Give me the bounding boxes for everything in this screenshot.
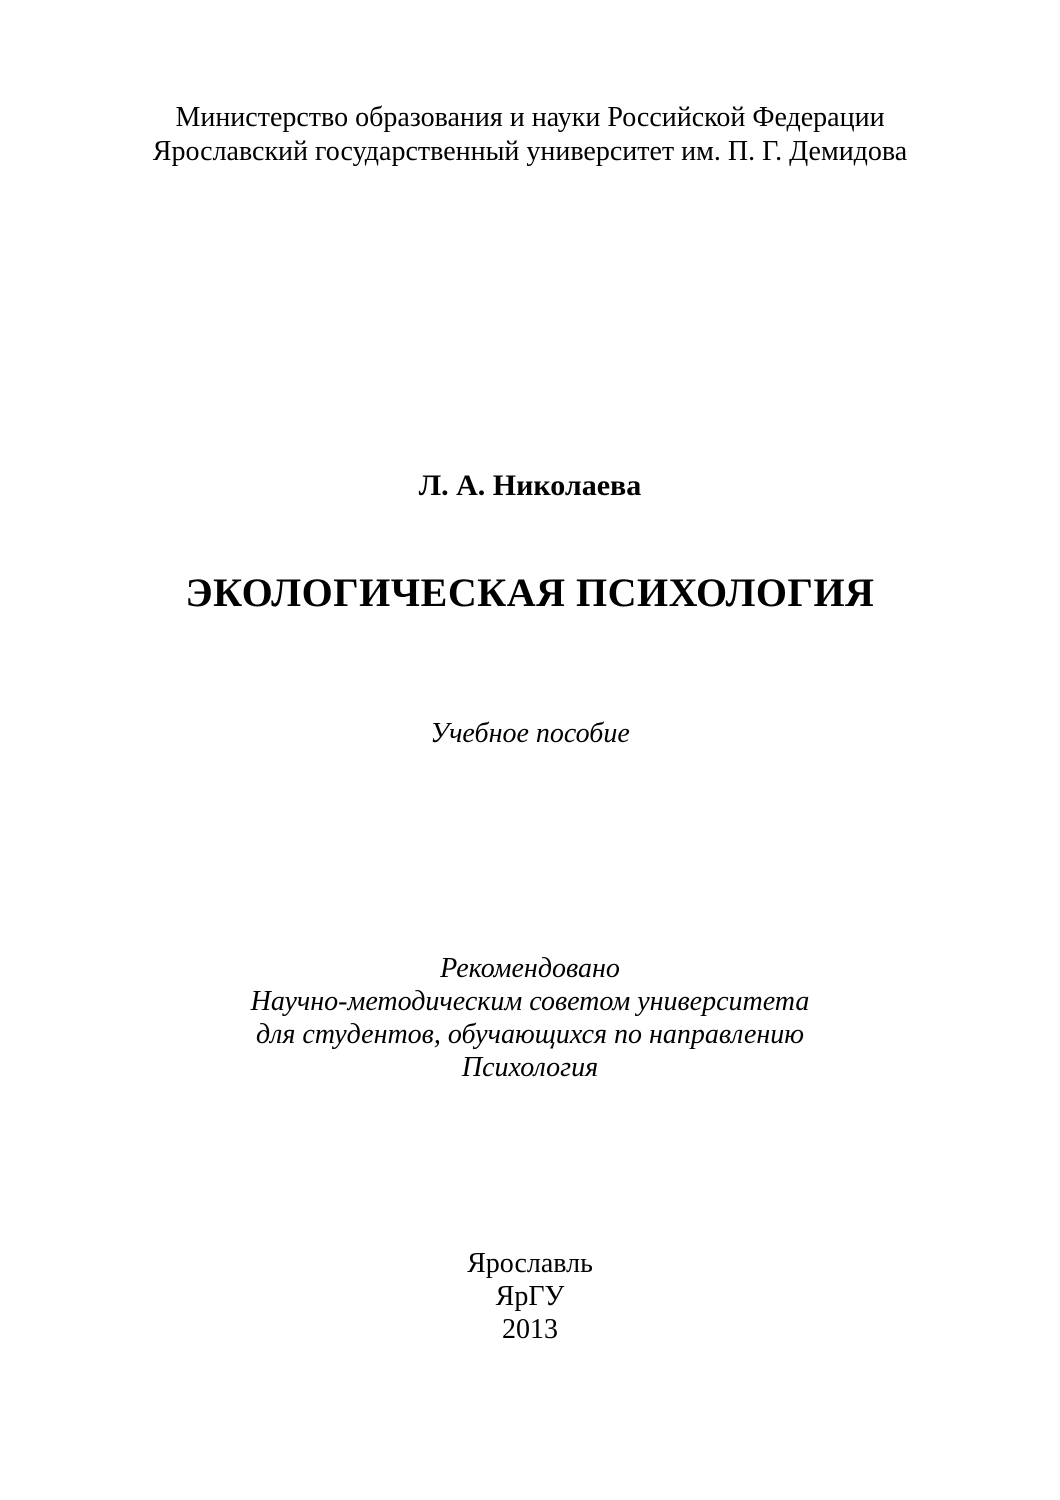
book-subtitle: Учебное пособие [430,718,630,749]
imprint-city: Ярославль [467,1248,593,1279]
book-title: ЭКОЛОГИЧЕСКАЯ ПСИХОЛОГИЯ [185,570,875,615]
imprint-year: 2013 [502,1314,558,1345]
recommendation-line-3: для студентов, обучающихся по направлению [255,1019,805,1050]
recommendation-line-2: Научно-методическим советом университета [250,986,810,1017]
author-name: Л. А. Николаева [418,469,642,502]
recommendation-line-4: Психология [461,1052,599,1083]
ministry-line: Министерство образования и науки Российской Федерации [175,102,885,133]
recommendation-line-1: Рекомендовано [440,953,620,984]
university-line: Ярославский государственный университет им. П. Г. Демидова [152,136,908,167]
imprint-publisher: ЯрГУ [495,1281,565,1312]
